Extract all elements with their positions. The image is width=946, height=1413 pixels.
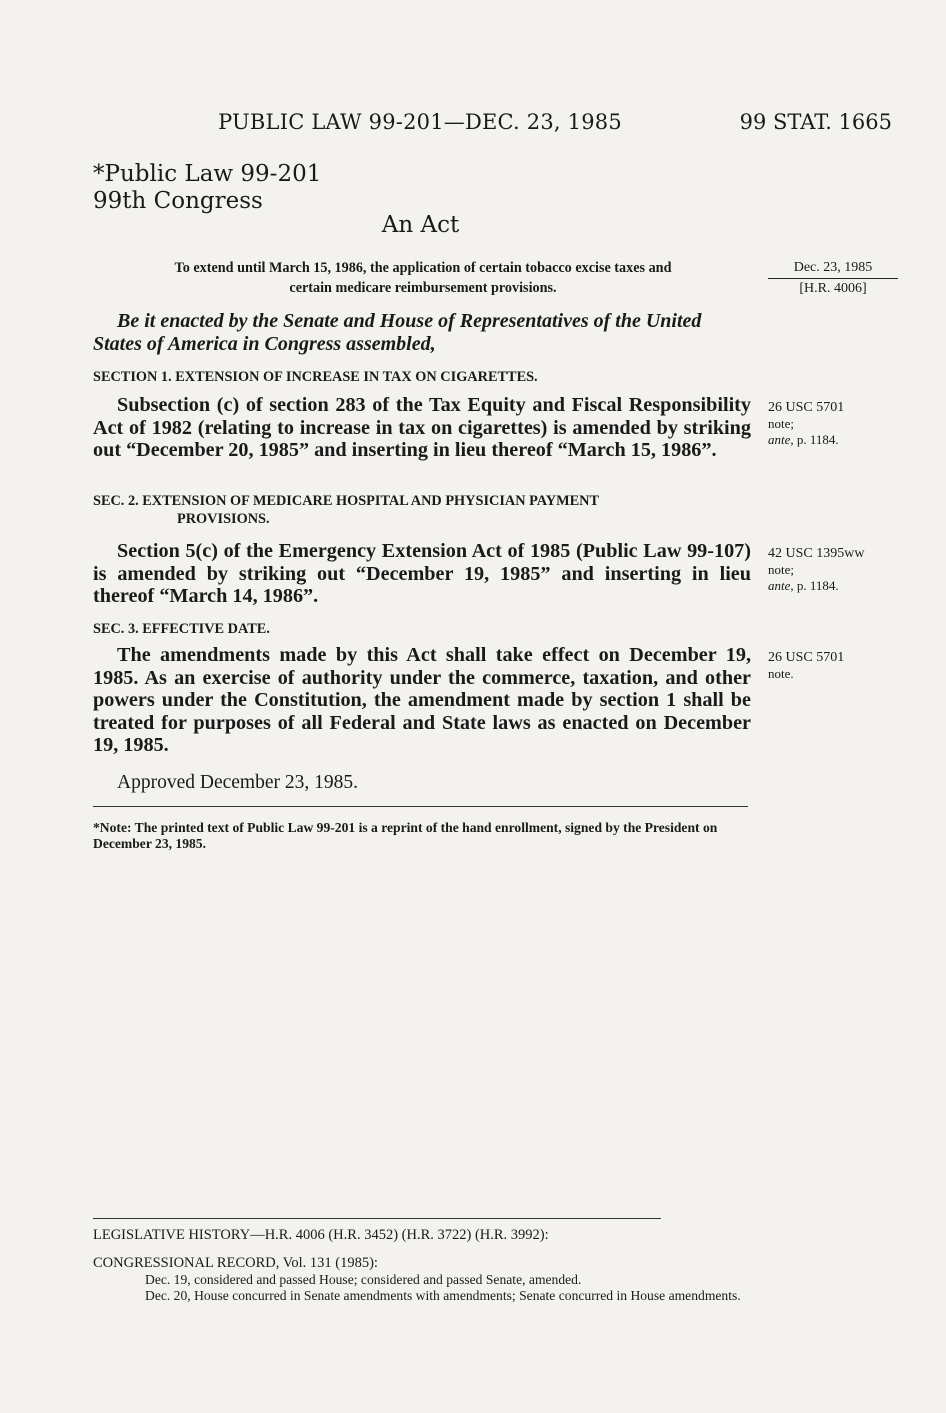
- section-3-heading: SEC. 3. EFFECTIVE DATE.: [93, 621, 270, 637]
- running-head: PUBLIC LAW 99-201—DEC. 23, 1985: [218, 110, 622, 134]
- footnote: *Note: The printed text of Public Law 99-201 is a reprint of the hand enrollment, signed by the President on December 23, 1985.: [93, 820, 718, 851]
- section-2-ante-page: , p. 1184.: [790, 578, 839, 593]
- date-margin-note: [768, 258, 898, 299]
- stat-page-number: 99 STAT. 1665: [739, 110, 892, 134]
- section-2-heading-line-1: SEC. 2. EXTENSION OF MEDICARE HOSPITAL AND PHYSICIAN PAYMENT: [93, 493, 600, 509]
- section-2-ante-word: ante: [768, 578, 791, 593]
- long-title: [93, 258, 753, 298]
- legislative-history-entry: Dec. 20, House concurred in Senate amendments with amendments; Senate concurred in House amendments.: [145, 1287, 741, 1303]
- section-2-note-label: note;: [768, 562, 794, 577]
- legislative-history-title: LEGISLATIVE HISTORY—H.R. 4006 (H.R. 3452) (H.R. 3722) (H.R. 3992):: [93, 1227, 549, 1243]
- legislative-history-entry: Dec. 19, considered and passed House; considered and passed Senate, amended.: [145, 1272, 582, 1287]
- section-2-heading-line-2: PROVISIONS.: [177, 511, 270, 527]
- congress-number: 99th Congress: [93, 188, 263, 214]
- section-2-ante-ref: [768, 578, 938, 594]
- section-3-text: The amendments made by this Act shall take effect on December 19, 1985. As an exercise of authority under the commerce, taxation, and other powers under the Constitution, the amendment made by section 1 shall be treated for purposes of all Federal and State laws as enacted on December 19, 1985.: [93, 644, 751, 756]
- congressional-record-citation: CONGRESSIONAL RECORD, Vol. 131 (1985):: [93, 1255, 378, 1271]
- section-1-heading: SECTION 1. EXTENSION OF INCREASE IN TAX ON CIGARETTES.: [93, 369, 538, 385]
- section-3-note-label: note.: [768, 666, 794, 681]
- long-title-line-2: certain medicare reimbursement provisions.: [289, 280, 557, 296]
- long-title-line-1: To extend until March 15, 1986, the application of certain tobacco excise taxes and: [174, 260, 672, 276]
- section-2-heading: [93, 492, 753, 528]
- section-1-ante-ref: [768, 432, 938, 448]
- section-2-text: Section 5(c) of the Emergency Extension Act of 1985 (Public Law 99-107) is amended by striking out “December 19, 1985” and inserting in lieu thereof “March 14, 1986”.: [93, 540, 751, 607]
- footnote-rule: [93, 806, 748, 807]
- legislative-history-rule: [93, 1218, 661, 1219]
- bill-number: [H.R. 4006]: [799, 281, 867, 296]
- an-act-heading: An Act: [381, 212, 460, 238]
- section-2-margin-note: [768, 546, 938, 594]
- enactment-date: Dec. 23, 1985: [793, 260, 873, 275]
- approval-date: Approved December 23, 1985.: [117, 772, 358, 793]
- section-3-usc-cite: 26 USC 5701: [768, 650, 845, 665]
- section-1-text: Subsection (c) of section 283 of the Tax Equity and Fiscal Responsibility Act of 1982 (relating to increase in tax on cigarettes) is amended by striking out “December 20, 1985” and inserting in lieu thereof “March 15, 1986”.: [93, 394, 751, 461]
- legislative-history-entries: [145, 1272, 765, 1303]
- section-1-ante-page: , p. 1184.: [790, 432, 839, 447]
- section-3-margin-note: [768, 650, 938, 682]
- public-law-number: *Public Law 99-201: [93, 161, 322, 187]
- section-1-margin-note: [768, 400, 938, 448]
- section-2-usc-cite: 42 USC 1395ww: [768, 546, 865, 561]
- enacting-clause: Be it enacted by the Senate and House of Representatives of the United States of America in Congress assembled,: [93, 310, 702, 355]
- section-1-ante-word: ante: [768, 432, 791, 447]
- section-1-note-label: note;: [768, 416, 794, 431]
- section-1-usc-cite: 26 USC 5701: [768, 400, 845, 415]
